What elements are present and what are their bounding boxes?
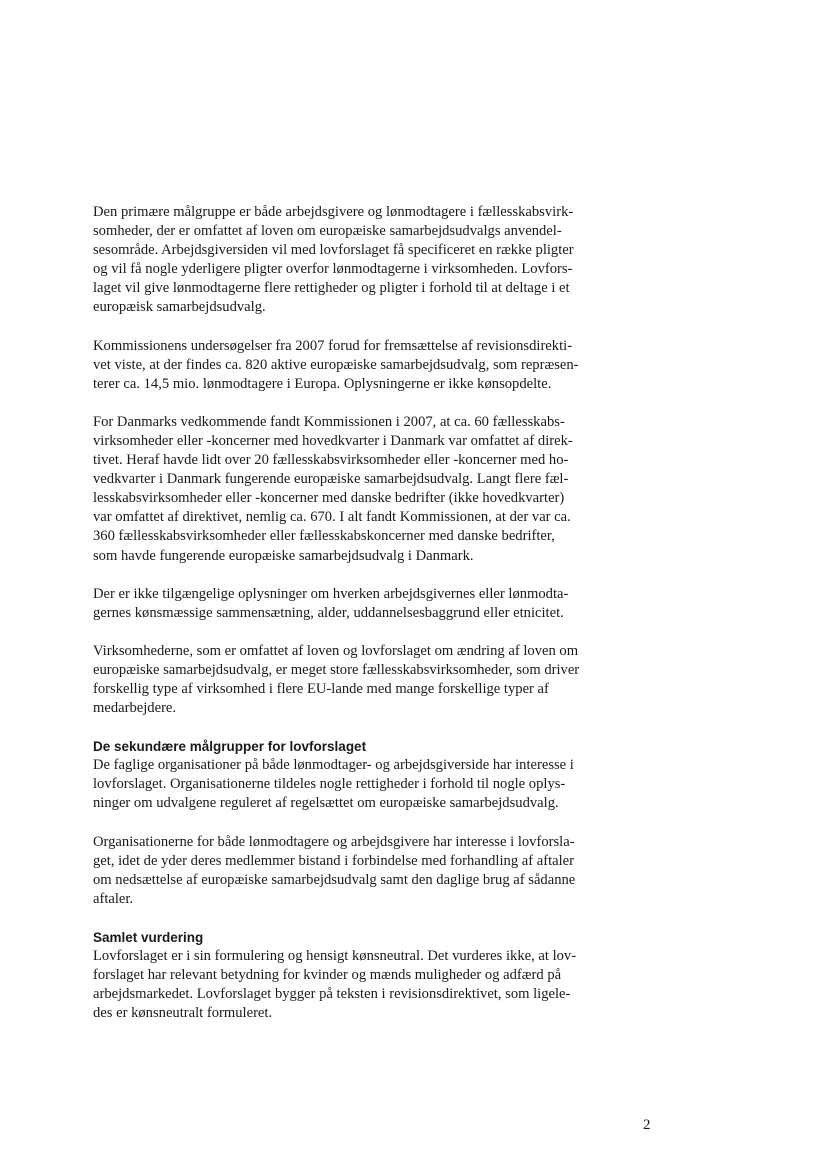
text-line: Den primære målgruppe er både arbejdsgivere og lønmodtagere i fællesskabsvirk- — [93, 204, 574, 220]
text-line: europæiske samarbejdsudvalg, er meget store fællesskabsvirksomheder, som driver — [93, 661, 580, 678]
text-line: medarbejdere. — [93, 700, 177, 717]
document-page — [93, 203, 613, 1042]
paragraph-no-data-available — [93, 585, 613, 623]
text-line: forslaget har relevant betydning for kvinder og mænds muligheder og adfærd på — [93, 967, 562, 984]
text-line: som havde fungerende europæiske samarbejdsudvalg i Danmark. — [93, 547, 474, 564]
text-line: og vil få nogle yderligere pligter overfor lønmodtagerne i virksomheden. Lovfors- — [93, 261, 573, 278]
text-line: Lovforslaget er i sin formulering og hensigt kønsneutral. Det vurderes ikke, at lov- — [93, 948, 577, 964]
text-line: sesområde. Arbejdsgiversiden vil med lovforslaget få specificeret en række pligter — [93, 242, 574, 259]
text-line: virksomheder eller -koncerner med hovedkvarter i Danmark var omfattet af direk- — [93, 432, 573, 449]
text-line: Organisationerne for både lønmodtagere og arbejdsgivere har interesse i lovforsla- — [93, 833, 575, 850]
paragraph-primary-target-group — [93, 203, 613, 318]
text-line: De faglige organisationer på både lønmodtager- og arbejdsgiverside har interesse i — [93, 757, 574, 774]
text-line: Der er ikke tilgængelige oplysninger om hverken arbejdsgivernes eller lønmodta- — [93, 585, 569, 602]
text-line: tivet. Heraf havde lidt over 20 fællesskabsvirksomheder eller -koncerner med ho- — [93, 452, 569, 469]
text-line: gernes kønsmæssige sammensætning, alder, uddannelsesbaggrund eller etnicitet. — [93, 604, 564, 621]
text-line: vet viste, at der findes ca. 820 aktive europæiske samarbejdsudvalg, som repræsen- — [93, 356, 579, 373]
text-line: Kommissionens undersøgelser fra 2007 forud for fremsættelse af revisionsdirekti- — [93, 337, 573, 354]
paragraph-organisations-assistance — [93, 833, 613, 909]
text-line: aftaler. — [93, 890, 134, 907]
text-line: forskellig type af virksomhed i flere EU-lande med mange forskellige typer af — [93, 680, 549, 697]
text-line: get, idet de yder deres medlemmer bistand i forbindelse med forhandling af aftaler — [93, 852, 575, 869]
text-line: For Danmarks vedkommende fandt Kommissionen i 2007, at ca. 60 fællesskabs- — [93, 413, 565, 430]
paragraph-gender-neutral — [93, 947, 613, 1023]
text-line: terer ca. 14,5 mio. lønmodtagere i Europa. Oplysningerne er ikke kønsopdelte. — [93, 375, 552, 392]
text-line: om nedsættelse af europæiske samarbejdsudvalg samt den daglige brug af sådanne — [93, 871, 576, 888]
text-line: vedkvarter i Danmark fungerende europæiske samarbejdsudvalg. Langt flere fæl- — [93, 471, 569, 488]
paragraph-denmark-figures — [93, 413, 613, 566]
section-heading: Samlet vurdering — [93, 929, 204, 945]
section-secondary-target-groups — [93, 737, 613, 909]
text-line: Virksomhederne, som er omfattet af loven og lovforslaget om ændring af loven om — [93, 642, 579, 659]
text-line: arbejdsmarkedet. Lovforslaget bygger på teksten i revisionsdirektivet, som ligele- — [93, 986, 571, 1003]
text-line: var omfattet af direktivet, nemlig ca. 670. I alt fandt Kommissionen, at der var ca. — [93, 509, 571, 526]
section-overall-assessment — [93, 928, 613, 1023]
section-heading: De sekundære målgrupper for lovforslaget — [93, 739, 367, 755]
paragraph-commission-studies — [93, 337, 613, 394]
text-line: europæisk samarbejdsudvalg. — [93, 299, 266, 316]
page-number: 2 — [643, 1117, 651, 1133]
text-line: laget vil give lønmodtagerne flere rettigheder og pligter i forhold til at deltage i et — [93, 280, 570, 297]
paragraph-organisations-interest — [93, 756, 613, 813]
text-line: des er kønsneutralt formuleret. — [93, 1005, 273, 1022]
paragraph-companies-covered — [93, 642, 613, 718]
text-line: somheder, der er omfattet af loven om europæiske samarbejdsudvalgs anvendel- — [93, 223, 562, 240]
text-line: 360 fællesskabsvirksomheder eller fællesskabskoncerner med danske bedrifter, — [93, 528, 555, 545]
text-line: lovforslaget. Organisationerne tildeles nogle rettigheder i forhold til nogle oplys- — [93, 776, 566, 793]
text-line: lesskabsvirksomheder eller -koncerner med danske bedrifter (ikke hovedkvarter) — [93, 490, 565, 507]
text-line: ninger om udvalgene reguleret af regelsættet om europæiske samarbejdsudvalg. — [93, 795, 559, 812]
